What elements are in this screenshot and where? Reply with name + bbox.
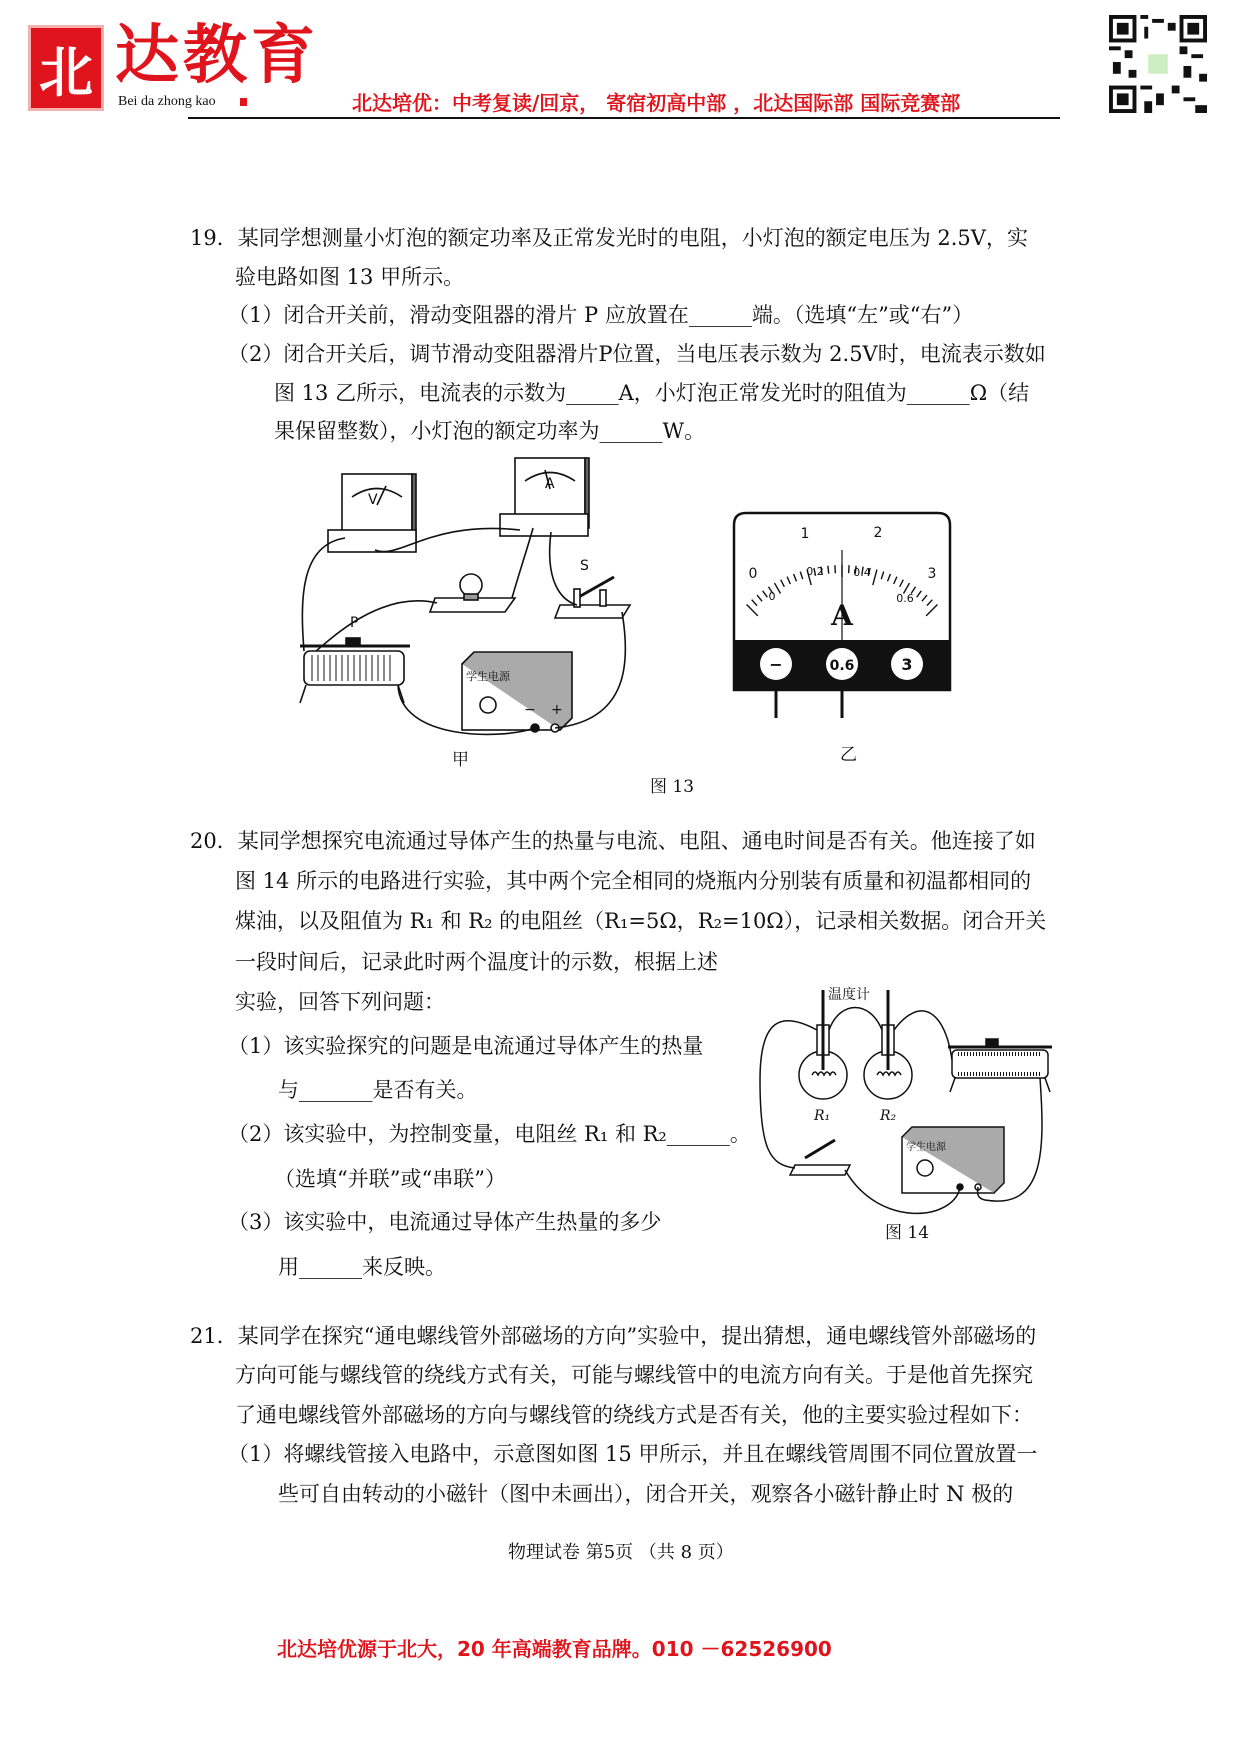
switch <box>555 577 630 618</box>
figure-13-circuit <box>300 458 630 734</box>
q20-part-3-cont: 用______来反映。 <box>278 1255 446 1279</box>
rheostat <box>300 638 410 703</box>
thermometer-label: 温度计 <box>828 987 870 1003</box>
power-plus: + <box>551 702 563 718</box>
q20-line-3: 煤油，以及阻值为 R₁ 和 R₂ 的电阻丝（R₁=5Ω，R₂=10Ω），记录相关数据。闭合开关 <box>235 909 1047 933</box>
q20-line-4: 一段时间后，记录此时两个温度计的示数，根据上述 <box>235 950 718 974</box>
fig14-caption: 图 14 <box>885 1223 930 1243</box>
ammeter-small-label: A <box>545 476 555 492</box>
figure-14-circuit <box>760 990 1052 1213</box>
terminal-3: 3 <box>901 655 913 674</box>
dial-bottom-0-2: 0.2 <box>806 565 824 578</box>
flask-r2 <box>864 990 912 1099</box>
r2-label: R₂ <box>880 1108 897 1124</box>
dial-bottom-0-4: 0.4 <box>853 566 871 579</box>
q20-line-2: 图 14 所示的电路进行实验，其中两个完全相同的烧瓶内分别装有质量和初温都相同的 <box>235 869 1032 893</box>
q20-part-2-cont: （选填“并联”或“串联”） <box>274 1167 506 1191</box>
ammeter-small <box>500 458 589 536</box>
slider-label: P <box>350 615 359 631</box>
rheostat-14 <box>948 1039 1052 1092</box>
ammeter-dial <box>733 513 951 718</box>
dial-top-3: 3 <box>927 566 937 582</box>
q19-line-2: 验电路如图 13 甲所示。 <box>235 265 465 289</box>
q19-line-1: 19．某同学想测量小灯泡的额定功率及正常发光时的电阻，小灯泡的额定电压为 2.5V，实 <box>190 226 1028 250</box>
power-supply-label: 学生电源 <box>466 670 510 683</box>
switch-label: S <box>580 558 589 574</box>
dial-top-2: 2 <box>873 525 883 541</box>
flask-r1 <box>799 990 847 1099</box>
q19-part-1: （1）闭合开关前，滑动变阻器的滑片 P 应放置在______端。（选填“左”或“右”） <box>228 303 974 327</box>
fig13-jia-label: 甲 <box>452 750 469 770</box>
switch-14 <box>790 1140 850 1175</box>
dial-unit: A <box>831 599 853 632</box>
dial-top-1: 1 <box>800 526 810 542</box>
power-supply-14 <box>902 1127 1004 1193</box>
q20-line-5: 实验，回答下列问题： <box>235 990 445 1014</box>
dial-tick <box>828 566 829 574</box>
fig13-caption: 图 13 <box>650 777 695 797</box>
power-supply-14-label: 学生电源 <box>906 1142 946 1153</box>
logo-subtitle: Bei da zhong kao <box>118 94 216 109</box>
bulb <box>430 574 515 612</box>
q20-part-2: （2）该实验中，为控制变量，电阻丝 R₁ 和 R₂______。 <box>228 1122 751 1146</box>
q19-part-2-cont-2: 果保留整数），小灯泡的额定功率为______W。 <box>274 419 706 443</box>
page-number: 物理试卷 第5页 （共 8 页） <box>508 1542 734 1563</box>
voltmeter <box>328 474 416 552</box>
q19-part-2-cont-1: 图 13 乙所示，电流表的示数为_____A，小灯泡正常发光时的阻值为______Ω（结 <box>274 381 1030 405</box>
q20-part-1-cont: 与_______是否有关。 <box>278 1078 478 1102</box>
q21-line-3: 了通电螺线管外部磁场的方向与螺线管的绕线方式是否有关，他的主要实验过程如下： <box>235 1403 1033 1427</box>
q21-line-2: 方向可能与螺线管的绕线方式有关，可能与螺线管中的电流方向有关。于是他首先探究 <box>235 1363 1033 1387</box>
q20-part-3: （3）该实验中，电流通过导体产生热量的多少 <box>228 1210 662 1234</box>
q20-part-1: （1）该实验探究的问题是电流通过导体产生的热量 <box>228 1034 704 1058</box>
q21-part-1: （1）将螺线管接入电路中，示意图如图 15 甲所示，并且在螺线管周围不同位置放置一 <box>228 1442 1038 1466</box>
voltmeter-label: V <box>368 492 378 508</box>
logo-text: 达教育 <box>115 18 319 93</box>
q19-part-2: （2）闭合开关后，调节滑动变阻器滑片P位置，当电压表示数为 2.5V时，电流表示数如 <box>228 342 1046 366</box>
r1-label: R₁ <box>814 1108 831 1124</box>
dial-top-0: 0 <box>748 566 758 582</box>
footer-ad: 北达培优源于北大，20 年高端教育品牌。010 －62526900 <box>277 1637 832 1661</box>
q21-part-1-cont: 些可自由转动的小磁针（图中未画出），闭合开关，观察各小磁针静止时 N 极的 <box>278 1482 1014 1506</box>
fig13-yi-label: 乙 <box>840 745 857 765</box>
terminal-0-6: 0.6 <box>829 658 855 674</box>
q21-line-1: 21．某同学在探究“通电螺线管外部磁场的方向”实验中，提出猜想，通电螺线管外部磁场的 <box>190 1324 1037 1348</box>
header-slogan: 北达培优：中考复读/回京， 寄宿初高中部 ，北达国际部 国际竞赛部 <box>352 91 961 115</box>
dial-bottom-0-6: 0.6 <box>896 592 914 605</box>
q20-line-1: 20．某同学想探究电流通过导体产生的热量与电流、电阻、通电时间是否有关。他连接了如 <box>190 829 1036 853</box>
logo-mark: 北 <box>28 25 104 111</box>
power-minus: − <box>524 702 536 718</box>
power-supply <box>462 652 572 732</box>
dial-bottom-0: 0 <box>768 590 776 603</box>
terminal-minus: − <box>769 655 783 674</box>
